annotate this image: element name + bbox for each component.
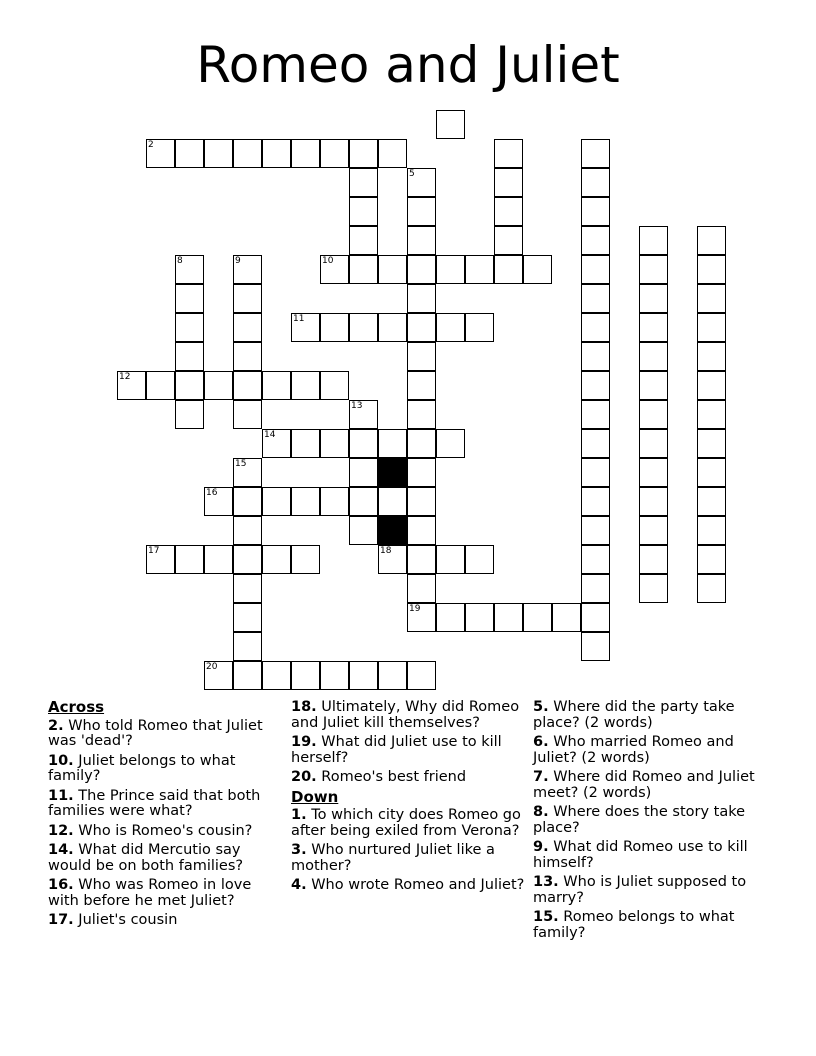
grid-cell[interactable] (204, 545, 233, 574)
grid-cell[interactable] (465, 255, 494, 284)
clue-text: The Prince said that both families were what? (48, 787, 261, 819)
clue-down-6 (533, 735, 771, 766)
grid-cell[interactable] (697, 255, 726, 284)
clue-number: 13. (533, 874, 559, 890)
grid-cell[interactable] (262, 139, 291, 168)
grid-cell[interactable] (262, 661, 291, 690)
grid-cell[interactable] (233, 139, 262, 168)
clue-text: What did Romeo use to kill himself? (533, 839, 748, 871)
grid-cell[interactable] (639, 226, 668, 255)
grid-cell[interactable] (581, 313, 610, 342)
clue-number: 9. (533, 839, 549, 855)
grid-cell[interactable] (233, 371, 262, 400)
grid-cell[interactable] (349, 458, 378, 487)
grid-cell[interactable] (436, 255, 465, 284)
grid-cell[interactable] (697, 284, 726, 313)
grid-cell[interactable] (407, 545, 436, 574)
grid-cell[interactable] (262, 429, 291, 458)
grid-cell[interactable] (291, 545, 320, 574)
grid-cell[interactable] (233, 342, 262, 371)
page-title: Romeo and Juliet (196, 36, 620, 94)
grid-cell[interactable] (378, 429, 407, 458)
grid-cell[interactable] (407, 284, 436, 313)
grid-cell[interactable] (233, 255, 262, 284)
clue-across-11 (48, 789, 286, 820)
grid-cell[interactable] (175, 545, 204, 574)
cell-number: 17 (148, 546, 160, 556)
grid-cell[interactable] (639, 516, 668, 545)
clue-number: 18. (291, 699, 317, 715)
grid-cell[interactable] (146, 139, 175, 168)
grid-cell[interactable] (262, 487, 291, 516)
grid-cell[interactable] (204, 139, 233, 168)
clue-number: 4. (291, 877, 307, 893)
grid-cell[interactable] (581, 545, 610, 574)
clue-number: 7. (533, 769, 549, 785)
cell-number: 18 (380, 546, 392, 556)
clue-number: 11. (48, 787, 74, 804)
grid-cell[interactable] (233, 603, 262, 632)
grid-cell[interactable] (581, 516, 610, 545)
grid-cell[interactable] (204, 661, 233, 690)
grid-cell[interactable] (407, 458, 436, 487)
grid-cell[interactable] (349, 516, 378, 545)
grid-cell[interactable] (320, 371, 349, 400)
grid-cell[interactable] (436, 429, 465, 458)
grid-cell[interactable] (349, 255, 378, 284)
clue-across-14 (48, 843, 286, 874)
cell-number: 14 (264, 430, 276, 440)
grid-cell[interactable] (639, 458, 668, 487)
grid-cell[interactable] (320, 661, 349, 690)
grid-cell[interactable] (378, 313, 407, 342)
grid-cell[interactable] (436, 313, 465, 342)
grid-cell[interactable] (175, 371, 204, 400)
grid-cell[interactable] (581, 487, 610, 516)
cell-number: 12 (119, 372, 131, 382)
cell-number: 9 (235, 256, 241, 266)
grid-cell[interactable] (233, 661, 262, 690)
cell-number: 13 (351, 401, 363, 411)
grid-cell[interactable] (639, 255, 668, 284)
clue-number: 8. (533, 804, 549, 820)
clue-down-9 (533, 840, 771, 871)
clue-across-16 (48, 878, 286, 909)
grid-cell[interactable] (407, 661, 436, 690)
grid-cell[interactable] (378, 487, 407, 516)
clue-number: 5. (533, 699, 549, 715)
clue-number: 20. (291, 769, 317, 785)
clue-across-20 (291, 770, 529, 786)
grid-cell[interactable] (175, 313, 204, 342)
grid-cell[interactable] (262, 545, 291, 574)
grid-cell[interactable] (349, 487, 378, 516)
grid-cell[interactable] (697, 516, 726, 545)
down-heading: Down (291, 787, 339, 806)
grid-cell[interactable] (465, 545, 494, 574)
clue-text: Where did the party take place? (2 words) (533, 699, 735, 731)
grid-cell[interactable] (175, 139, 204, 168)
clue-across-2 (48, 719, 286, 750)
grid-cell[interactable] (697, 342, 726, 371)
grid-block (378, 458, 407, 487)
grid-cell[interactable] (581, 168, 610, 197)
clue-down-5 (533, 700, 771, 731)
cell-number: 2 (148, 140, 154, 150)
clue-text: Who wrote Romeo and Juliet? (311, 877, 525, 893)
grid-block (378, 516, 407, 545)
grid-cell[interactable] (407, 429, 436, 458)
clue-number: 16. (48, 877, 74, 893)
grid-cell[interactable] (697, 574, 726, 603)
across-heading: Across (48, 698, 105, 716)
clue-text: Who nurtured Juliet like a mother? (291, 842, 495, 874)
clue-down-1 (291, 808, 529, 839)
grid-cell[interactable] (262, 371, 291, 400)
grid-cell[interactable] (581, 429, 610, 458)
grid-cell[interactable] (697, 371, 726, 400)
grid-cell[interactable] (320, 139, 349, 168)
cell-number: 20 (206, 662, 218, 672)
clue-number: 6. (533, 734, 549, 750)
grid-cell[interactable] (320, 429, 349, 458)
grid-cell[interactable] (436, 603, 465, 632)
grid-cell[interactable] (581, 632, 610, 661)
grid-cell[interactable] (407, 342, 436, 371)
grid-cell[interactable] (697, 429, 726, 458)
clue-number: 2. (48, 717, 64, 734)
clue-down-13 (533, 875, 771, 906)
grid-cell[interactable] (639, 545, 668, 574)
grid-cell[interactable] (407, 197, 436, 226)
grid-cell[interactable] (581, 400, 610, 429)
cell-number: 16 (206, 488, 218, 498)
cell-number: 19 (409, 604, 421, 614)
grid-cell[interactable] (349, 139, 378, 168)
grid-cell[interactable] (697, 487, 726, 516)
grid-cell[interactable] (175, 255, 204, 284)
clue-text: Juliet's cousin (78, 912, 178, 928)
cell-number: 8 (177, 256, 183, 266)
clue-text: Ultimately, Why did Romeo and Juliet kill themselves? (291, 699, 520, 731)
grid-cell[interactable] (581, 458, 610, 487)
clue-text: What did Juliet use to kill herself? (291, 734, 502, 766)
clue-text: Who is Romeo's cousin? (78, 822, 253, 839)
grid-cell[interactable] (465, 603, 494, 632)
grid-cell[interactable] (233, 632, 262, 661)
grid-cell[interactable] (233, 516, 262, 545)
grid-cell[interactable] (349, 429, 378, 458)
clue-across-18 (291, 700, 529, 731)
grid-cell[interactable] (494, 197, 523, 226)
grid-cell[interactable] (378, 139, 407, 168)
grid-cell[interactable] (494, 226, 523, 255)
grid-cell[interactable] (291, 313, 320, 342)
grid-cell[interactable] (407, 574, 436, 603)
grid-cell[interactable] (581, 226, 610, 255)
grid-cell[interactable] (407, 371, 436, 400)
clues-column-2 (291, 700, 529, 898)
clue-number: 17. (48, 912, 74, 928)
grid-cell[interactable] (639, 342, 668, 371)
clue-text: Where did Romeo and Juliet meet? (2 words) (533, 769, 755, 801)
grid-cell[interactable] (291, 139, 320, 168)
clue-text: Romeo belongs to what family? (533, 909, 735, 941)
grid-cell[interactable] (349, 661, 378, 690)
clue-down-3 (291, 843, 529, 874)
grid-cell[interactable] (233, 574, 262, 603)
clue-text: Who is Juliet supposed to marry? (533, 874, 747, 906)
grid-cell[interactable] (697, 458, 726, 487)
clue-text: Who was Romeo in love with before he met Juliet? (48, 877, 252, 909)
grid-cell[interactable] (233, 400, 262, 429)
clue-text: Juliet belongs to what family? (48, 752, 236, 784)
grid-cell[interactable] (581, 371, 610, 400)
grid-cell[interactable] (407, 226, 436, 255)
grid-cell[interactable] (349, 197, 378, 226)
grid-cell[interactable] (697, 226, 726, 255)
grid-cell[interactable] (407, 400, 436, 429)
grid-cell[interactable] (117, 371, 146, 400)
grid-cell[interactable] (639, 313, 668, 342)
grid-cell[interactable] (697, 400, 726, 429)
grid-cell[interactable] (697, 313, 726, 342)
grid-cell[interactable] (523, 603, 552, 632)
clue-number: 14. (48, 842, 74, 858)
grid-cell[interactable] (378, 661, 407, 690)
grid-cell[interactable] (407, 487, 436, 516)
grid-cell[interactable] (233, 545, 262, 574)
grid-cell[interactable] (639, 371, 668, 400)
cell-number: 15 (235, 459, 247, 469)
grid-cell[interactable] (581, 284, 610, 313)
grid-cell[interactable] (320, 313, 349, 342)
grid-cell[interactable] (697, 545, 726, 574)
grid-cell[interactable] (436, 545, 465, 574)
grid-cell[interactable] (175, 342, 204, 371)
grid-cell[interactable] (407, 516, 436, 545)
grid-cell[interactable] (494, 168, 523, 197)
clue-down-7 (533, 770, 771, 801)
grid-cell[interactable] (552, 603, 581, 632)
grid-cell[interactable] (407, 255, 436, 284)
grid-cell[interactable] (349, 168, 378, 197)
grid-cell[interactable] (233, 487, 262, 516)
grid-cell[interactable] (639, 429, 668, 458)
clue-text: Who told Romeo that Juliet was 'dead'? (48, 717, 263, 749)
grid-cell[interactable] (581, 139, 610, 168)
clue-down-8 (533, 805, 771, 836)
grid-cell[interactable] (233, 458, 262, 487)
grid-cell[interactable] (639, 487, 668, 516)
cell-number: 5 (409, 169, 415, 179)
clue-down-4 (291, 878, 529, 894)
grid-cell[interactable] (378, 255, 407, 284)
clue-across-17 (48, 913, 286, 929)
grid-cell[interactable] (494, 255, 523, 284)
grid-cell[interactable] (349, 313, 378, 342)
grid-cell[interactable] (175, 284, 204, 313)
grid-cell[interactable] (291, 487, 320, 516)
clue-text: To which city does Romeo go after being exiled from Verona? (291, 807, 521, 839)
grid-cell[interactable] (581, 574, 610, 603)
cell-number: 10 (322, 256, 334, 266)
clue-number: 12. (48, 822, 74, 839)
clue-down-15 (533, 910, 771, 941)
grid-cell[interactable] (581, 255, 610, 284)
grid-cell[interactable] (639, 284, 668, 313)
clue-across-10 (48, 754, 286, 785)
grid-cell[interactable] (465, 313, 494, 342)
clue-text: Who married Romeo and Juliet? (2 words) (533, 734, 734, 766)
clue-text: Where does the story take place? (533, 804, 746, 836)
grid-cell[interactable] (291, 661, 320, 690)
grid-cell[interactable] (639, 574, 668, 603)
grid-cell[interactable] (146, 545, 175, 574)
grid-cell[interactable] (581, 197, 610, 226)
grid-cell[interactable] (204, 487, 233, 516)
grid-cell[interactable] (407, 168, 436, 197)
grid-cell[interactable] (581, 603, 610, 632)
grid-cell[interactable] (407, 603, 436, 632)
grid-cell[interactable] (349, 400, 378, 429)
clue-number: 1. (291, 807, 307, 823)
clue-number: 15. (533, 909, 559, 925)
grid-cell[interactable] (349, 226, 378, 255)
grid-cell[interactable] (494, 139, 523, 168)
clue-across-12 (48, 824, 286, 840)
grid-cell[interactable] (581, 342, 610, 371)
clue-text: What did Mercutio say would be on both families? (48, 842, 244, 874)
clue-across-19 (291, 735, 529, 766)
clue-number: 19. (291, 734, 317, 750)
grid-cell[interactable] (639, 400, 668, 429)
grid-cell[interactable] (320, 487, 349, 516)
cell-number: 11 (293, 314, 305, 324)
grid-cell[interactable] (494, 603, 523, 632)
grid-cell[interactable] (291, 429, 320, 458)
clue-number: 3. (291, 842, 307, 858)
grid-cell[interactable] (146, 371, 175, 400)
grid-cell[interactable] (320, 255, 349, 284)
grid-cell[interactable] (204, 371, 233, 400)
clue-text: Romeo's best friend (321, 769, 467, 785)
grid-cell[interactable] (378, 545, 407, 574)
grid-cell[interactable] (233, 313, 262, 342)
grid-cell[interactable] (233, 284, 262, 313)
grid-cell[interactable] (291, 371, 320, 400)
grid-cell[interactable] (436, 110, 465, 139)
clue-number: 10. (48, 752, 74, 769)
clues-column-1 (48, 700, 286, 933)
clues-column-3 (533, 700, 771, 945)
grid-cell[interactable] (523, 255, 552, 284)
grid-cell[interactable] (175, 400, 204, 429)
grid-cell[interactable] (407, 313, 436, 342)
